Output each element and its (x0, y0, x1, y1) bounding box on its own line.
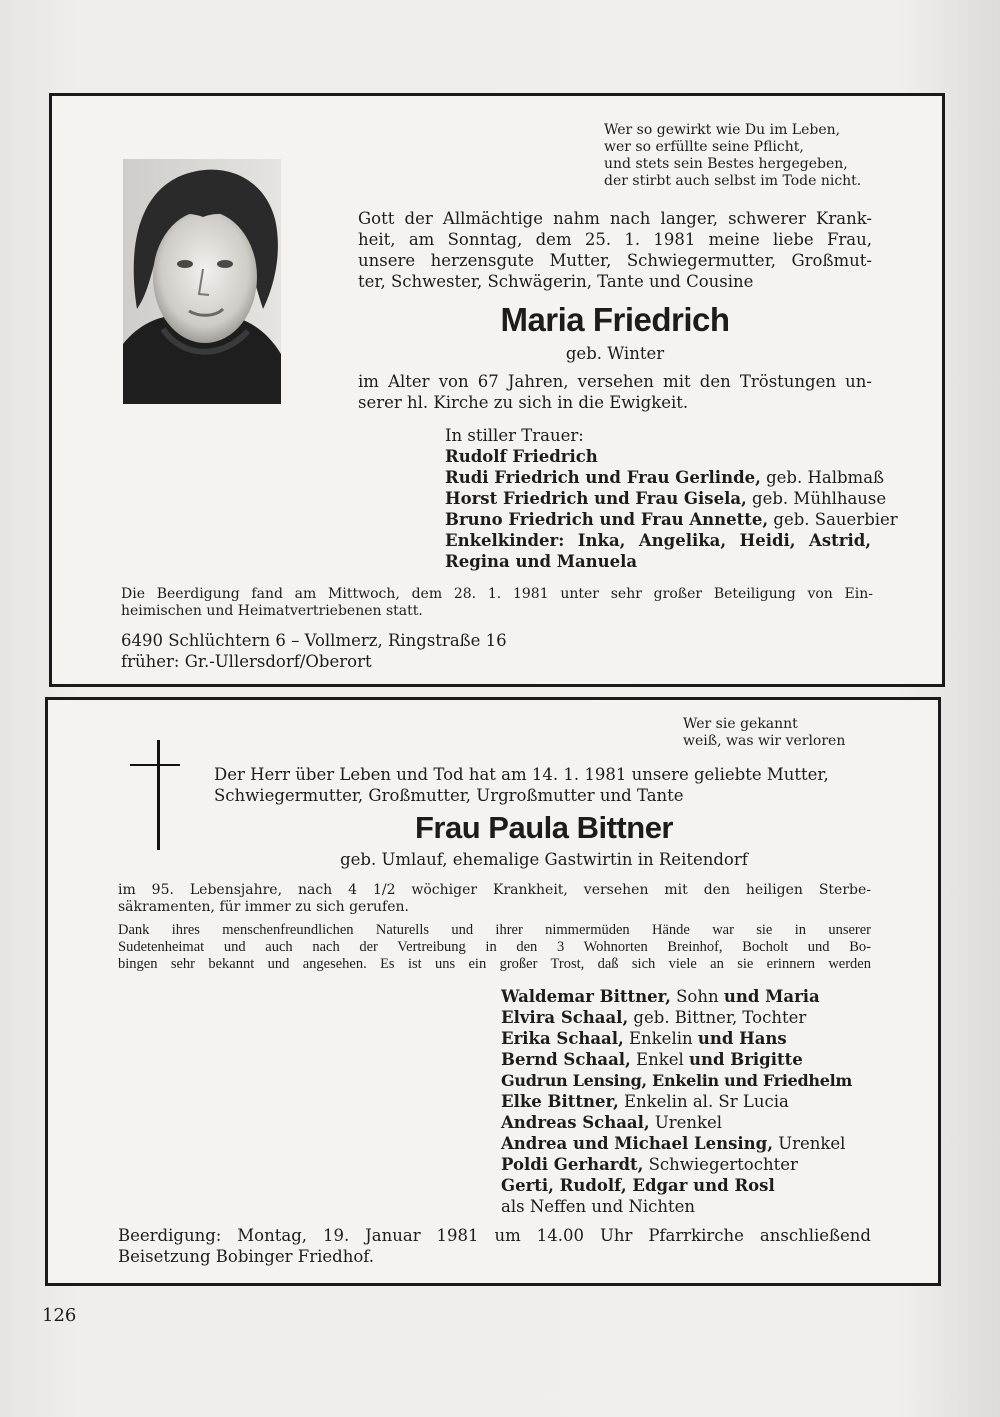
address-line: 6490 Schlüchtern 6 – Vollmerz, Ringstraße 16 (121, 631, 507, 650)
mourner-detail: geb. Halbmaß (760, 468, 885, 487)
text-line: ter, Schwester, Schwägerin, Tante und Cousine (358, 272, 754, 291)
mourner (445, 488, 887, 509)
text-line: bingen sehr bekannt und angesehen. Es ist uns ein großer Trost, daß sich viele an sie erinnern werden (118, 956, 871, 972)
poem-line: weiß, was wir verloren (683, 733, 846, 749)
birth-name: geb. Umlauf, ehemalige Gastwirtin in Reitendorf (340, 850, 748, 869)
text-line: Dank ihres menschenfreundlichen Naturells und ihrer nimmermüden Hände war sie in unserer (118, 922, 871, 938)
address-line: früher: Gr.-Ullersdorf/Oberort (121, 652, 372, 671)
intro-text (214, 764, 874, 806)
mourner (445, 467, 885, 488)
mourner-name: Andreas Schaal, (501, 1113, 650, 1132)
age-text (358, 371, 872, 413)
obituary-maria-friedrich (49, 93, 945, 687)
poem-line: der stirbt auch selbst im Tode nicht. (604, 173, 862, 189)
mourner (501, 1112, 911, 1133)
obituary-paula-bittner (45, 697, 941, 1286)
mourning-heading: In stiller Trauer: (445, 426, 584, 445)
mourner-detail: Urenkel (649, 1113, 723, 1132)
mourner-name: Horst Friedrich und Frau Gisela, (445, 489, 747, 508)
mourner-name: und Hans (697, 1029, 787, 1048)
birth-name: geb. Winter (565, 344, 665, 363)
poem-line: Wer so gewirkt wie Du im Leben, (604, 122, 841, 138)
intro-text (358, 208, 872, 292)
mourner (501, 1049, 911, 1070)
mourner-name: und Brigitte (688, 1050, 803, 1069)
text-line: Schwiegermutter, Großmutter, Urgroßmutter und Tante (214, 786, 684, 805)
text-line: im Alter von 67 Jahren, versehen mit den Tröstungen un- (358, 372, 872, 391)
grandchildren: Enkelkinder: Inka, Angelika, Heidi, Astrid, (445, 531, 871, 550)
mourner (501, 1091, 911, 1112)
mourner-detail: geb. Bittner, Tochter (628, 1008, 807, 1027)
mourner-name: Bernd Schaal, (501, 1050, 631, 1069)
mourner-name: Poldi Gerhardt, (501, 1155, 644, 1174)
page-number: 126 (42, 1305, 77, 1326)
text-line: säkramenten, für immer zu sich gerufen. (118, 899, 409, 915)
cross-icon (124, 740, 184, 850)
life-text (118, 882, 871, 916)
mourner (501, 1154, 911, 1175)
mourner-detail: Urenkel (772, 1134, 846, 1153)
mourner (501, 1028, 911, 1049)
mourner-name: Waldemar Bittner, (501, 987, 671, 1006)
text-line: Die Beerdigung fand am Mittwoch, dem 28. 1. 1981 unter sehr großer Beteiligung von Ein- (121, 586, 873, 602)
text-line: Der Herr über Leben und Tod hat am 14. 1. 1981 unsere geliebte Mutter, (214, 765, 829, 784)
mourners-list (445, 425, 898, 572)
mourner: Gerti, Rudolf, Edgar und Rosl (501, 1176, 775, 1195)
mourner-detail: geb. Sauerbier (768, 510, 898, 529)
text-line: im 95. Lebensjahre, nach 4 1/2 wöchiger Krankheit, versehen mit den heiligen Sterbe- (118, 882, 871, 898)
text-line: serer hl. Kirche zu sich in die Ewigkeit. (358, 393, 689, 412)
mourner (501, 1007, 911, 1028)
grandchildren: Regina und Manuela (445, 552, 638, 571)
mourner: Rudolf Friedrich (445, 447, 598, 466)
mourner: als Neffen und Nichten (501, 1197, 696, 1216)
burial-text (121, 586, 873, 620)
text-line: heit, am Sonntag, dem 25. 1. 1981 meine liebe Frau, (358, 230, 872, 249)
thanks-text (118, 922, 871, 973)
address (121, 630, 721, 672)
portrait-photo (123, 159, 281, 404)
deceased-name: Maria Friedrich (500, 301, 730, 338)
mourner-detail: Enkel (630, 1050, 689, 1069)
mourner-detail: Schwiegertochter (643, 1155, 798, 1174)
mourner-detail: Enkelin al. Sr Lucia (618, 1092, 789, 1111)
text-line: unsere herzensgute Mutter, Schwiegermutter, Großmut- (358, 251, 872, 270)
memorial-poem (683, 716, 913, 750)
mourner-name: Andrea und Michael Lensing, (501, 1134, 773, 1153)
poem-line: Wer sie gekannt (683, 716, 798, 732)
funeral-text (118, 1225, 871, 1267)
mourner-name: und Maria (723, 987, 820, 1006)
mourner-name: Bruno Friedrich und Frau Annette, (445, 510, 769, 529)
text-line: heimischen und Heimatvertriebenen statt. (121, 603, 423, 619)
mourner-name: Elvira Schaal, (501, 1008, 629, 1027)
deceased-name: Frau Paula Bittner (415, 810, 673, 845)
mourner-detail: geb. Mühlhause (746, 489, 887, 508)
mourner-detail: Enkelin (623, 1029, 698, 1048)
mourner: Gudrun Lensing, Enkelin und Friedhelm (501, 1071, 853, 1090)
poem-line: wer so erfüllte seine Pflicht, (604, 139, 804, 155)
mourner (501, 986, 911, 1007)
mourner-name: Elke Bittner, (501, 1092, 619, 1111)
text-line: Sudetenheimat und auch nach der Vertreibung in den 3 Wohnorten Breinhof, Bocholt und Bo- (118, 939, 871, 955)
mourners-list (501, 986, 911, 1217)
poem-line: und stets sein Bestes hergegeben, (604, 156, 848, 172)
mourner (501, 1133, 911, 1154)
text-line: Gott der Allmächtige nahm nach langer, schwerer Krank- (358, 209, 872, 228)
mourner-name: Rudi Friedrich und Frau Gerlinde, (445, 468, 761, 487)
mourner-name: Erika Schaal, (501, 1029, 624, 1048)
text-line: Beisetzung Bobinger Friedhof. (118, 1247, 375, 1266)
memorial-poem (604, 122, 924, 190)
text-line: Beerdigung: Montag, 19. Januar 1981 um 14.00 Uhr Pfarrkirche anschließend (118, 1226, 871, 1245)
mourner-detail: Sohn (670, 987, 724, 1006)
mourner (445, 509, 898, 530)
